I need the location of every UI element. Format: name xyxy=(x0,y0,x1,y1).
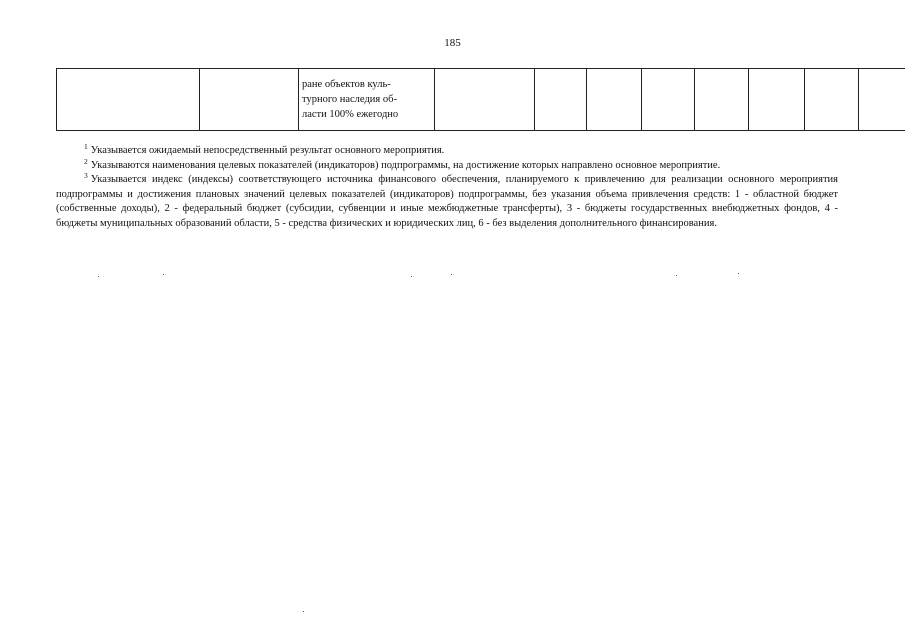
table-cell xyxy=(535,69,587,131)
footnote-text: Указывается ожидаемый непосредственный результат основного мероприятия. xyxy=(90,145,445,156)
page-number: 185 xyxy=(444,37,461,49)
table-cell xyxy=(642,69,695,131)
scan-speck xyxy=(738,273,739,274)
footnote-text: Указываются наименования целевых показателей (индикаторов) подпрограммы, на достижение которых направлено основное мероприятие. xyxy=(90,159,721,171)
table-cell xyxy=(587,69,642,131)
footnote-2 xyxy=(56,156,838,174)
table-cell xyxy=(57,69,200,131)
scan-speck xyxy=(411,276,412,277)
continuation-table xyxy=(56,68,905,131)
footnote-mark: 3 xyxy=(84,171,88,180)
scan-speck xyxy=(98,276,99,277)
table-cell xyxy=(859,69,905,131)
footnote-3 xyxy=(56,173,838,231)
scan-speck xyxy=(303,611,304,612)
table-cell xyxy=(200,69,299,131)
table-cell xyxy=(749,69,805,131)
footnotes xyxy=(56,144,838,231)
table-cell-indicator-text: ране объектов куль- турного наследия об- ласти 100% ежегодно xyxy=(299,69,435,131)
footnote-text: Указывается индекс (индексы) соответствующего источника финансового обеспечения, планируемого к привлечению для реализации основного мероприятия подпрограммы и достижения плановых значений целевых показателей (индикаторов) подпрограммы, без указания объема привлечения средств: 1 - областной бюджет (собственные доходы), 2 - федеральный бюджет (субсидии, субвенции и иные межбюджетные трансферты), 3 - бюджеты государственных внебюджетных фондов, 4 - бюджеты муниципальных образований области, 5 - средства физических и юридических лиц, 6 - без выделения дополнительного финансирования. xyxy=(56,174,838,229)
scan-speck xyxy=(676,275,677,276)
table-cell xyxy=(695,69,749,131)
table-cell xyxy=(435,69,535,131)
footnote-mark: 2 xyxy=(84,156,88,166)
table-row xyxy=(57,69,905,131)
scan-speck xyxy=(163,274,164,275)
footnote-mark: 1 xyxy=(84,142,88,151)
scan-speck xyxy=(451,274,452,275)
footnote-1 xyxy=(56,144,838,159)
table-cell xyxy=(805,69,859,131)
